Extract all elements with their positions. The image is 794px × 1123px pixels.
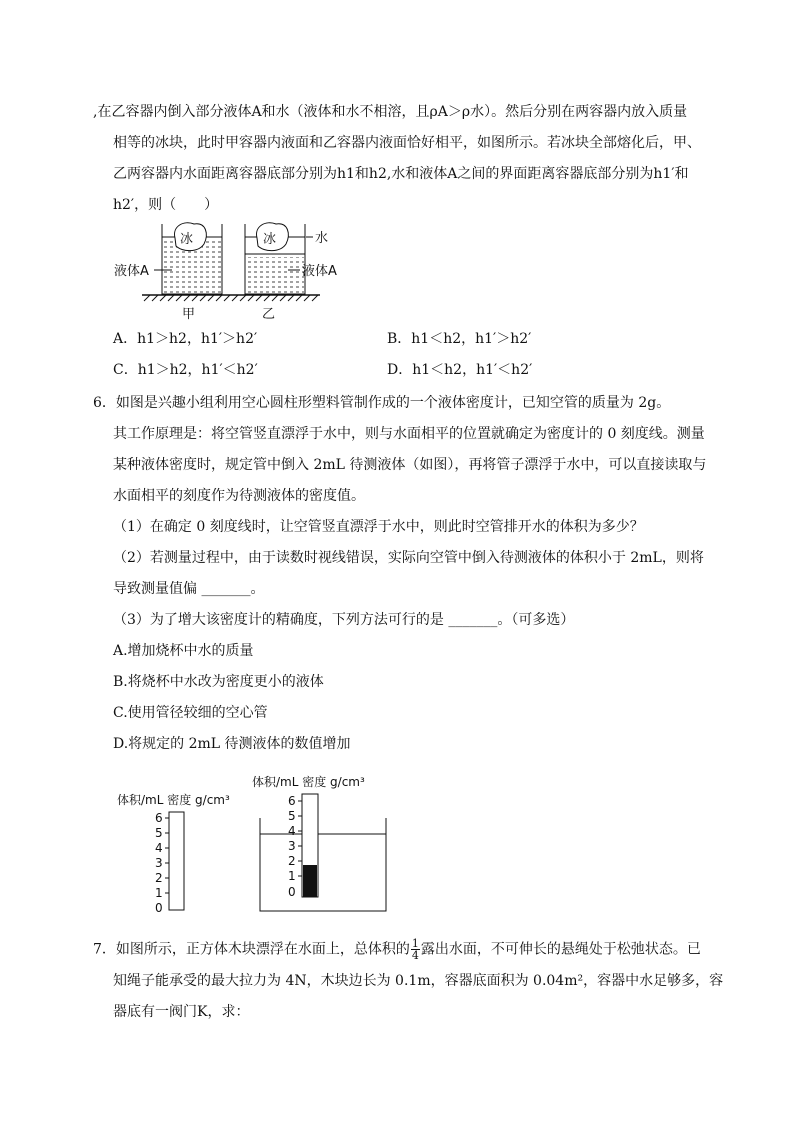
q6-line-3: 某种液体密度时，规定管中倒入 2mL 待测液体（如图），再将管子漂浮于水中，可以直接读取与	[113, 457, 707, 473]
liquid-a-label-right: 液体A	[302, 264, 337, 279]
q5-option-a: A．h1＞h2，h1′＞h2′	[113, 331, 258, 347]
q6-subq-2: （2）若测量过程中，由于读数时视线错误，实际向空管中倒入待测液体的体积小于 2mL，则将	[113, 550, 704, 566]
q5-line-1: ,在乙容器内倒入部分液体A和水（液体和水不相溶，且ρA＞ρ水）。然后分别在两容器内放入质量	[93, 104, 688, 120]
liquid-a-label-left: 液体A	[114, 264, 149, 279]
q5-line-2: 相等的冰块，此时甲容器内液面和乙容器内液面恰好相平，如图所示。若冰块全部熔化后，甲、	[113, 135, 701, 151]
fraction-one-quarter	[411, 938, 420, 961]
svg-text:6: 6	[155, 811, 163, 825]
q5-line-4: h2′，则（ ）	[113, 197, 219, 213]
tube-left-ticks	[155, 811, 163, 915]
fraction-numerator: 1	[411, 937, 419, 950]
ice-label-left: 冰	[180, 232, 194, 247]
q6-subq-3: （3）为了增大该密度计的精确度，下列方法可行的是 _______。（可多选）	[113, 612, 575, 628]
svg-text:4: 4	[288, 824, 296, 838]
q5-option-d: D．h1＜h2，h1′＜h2′	[387, 362, 533, 378]
tube-left	[169, 812, 184, 910]
svg-text:6: 6	[288, 794, 296, 808]
svg-text:2: 2	[288, 854, 296, 868]
water-label: 水	[315, 231, 329, 246]
fraction-denominator: 4	[411, 949, 419, 962]
q6-line-4: 水面相平的刻度作为待测液体的密度值。	[113, 488, 365, 504]
tube-header-right: 体积/mL 密度 g/cm³	[252, 775, 365, 789]
svg-text:5: 5	[155, 826, 163, 840]
q7-line-3: 器底有一阀门K，求：	[113, 1004, 250, 1020]
svg-text:0: 0	[288, 885, 296, 899]
tube-header-left: 体积/mL 密度 g/cm³	[117, 793, 230, 807]
svg-text:0: 0	[155, 901, 163, 915]
svg-text:2: 2	[155, 871, 163, 885]
q6-subq-1: （1）在确定 0 刻度线时，让空管竖直漂浮于水中，则此时空管排开水的体积为多少？	[113, 519, 644, 535]
label-yi: 乙	[262, 307, 276, 322]
q6-line-2: 其工作原理是：将空管竖直漂浮于水中，则与水面相平的位置就确定为密度计的 0 刻度线。测量	[113, 426, 705, 442]
ground-hatching	[144, 295, 318, 301]
svg-text:1: 1	[288, 869, 296, 883]
q5-option-c: C．h1＞h2，h1′＜h2′	[113, 362, 258, 378]
q5-figure	[110, 220, 370, 325]
q6-subq-2-cont: 导致测量值偏 _______。	[113, 581, 265, 597]
q6-choice-a: A.增加烧杯中水的质量	[113, 643, 254, 659]
q5-option-b: B．h1＜h2，h1′＞h2′	[387, 331, 532, 347]
q6-choice-b: B.将烧杯中水改为密度更小的液体	[113, 674, 324, 690]
ice-label-right: 冰	[263, 232, 277, 247]
svg-text:3: 3	[288, 839, 296, 853]
svg-text:1: 1	[155, 886, 163, 900]
q7-line-1-text-b: 露出水面，不可伸长的悬绳处于松弛状态。已	[420, 941, 701, 958]
q6-figure	[112, 768, 402, 918]
svg-text:4: 4	[155, 841, 163, 855]
q6-choice-c: C.使用管径较细的空心管	[113, 705, 268, 721]
label-jia: 甲	[182, 307, 196, 322]
q7-line-2: 知绳子能承受的最大拉力为 4N，木块边长为 0.1m，容器底面积为 0.04m²，容器中水足够多，容	[113, 973, 724, 989]
q6-choice-d: D.将规定的 2mL 待测液体的数值增加	[113, 736, 351, 752]
container-yi	[245, 223, 313, 294]
q5-line-3: 乙两容器内水面距离容器底部分别为h1和h2,水和液体A之间的界面距离容器底部分别为h1′和	[113, 166, 689, 182]
q6-line-1: 6．如图是兴趣小组利用空心圆柱形塑料管制作成的一个液体密度计，已知空管的质量为 2g。	[93, 395, 671, 411]
test-liquid	[303, 865, 317, 897]
svg-text:5: 5	[288, 809, 296, 823]
q7-line-1	[93, 938, 701, 961]
svg-text:3: 3	[155, 856, 163, 870]
q7-line-1-text-a: 7．如图所示，正方体木块漂浮在水面上，总体积的	[93, 941, 410, 958]
beaker	[260, 818, 386, 911]
tube-right-ticks	[288, 794, 296, 899]
